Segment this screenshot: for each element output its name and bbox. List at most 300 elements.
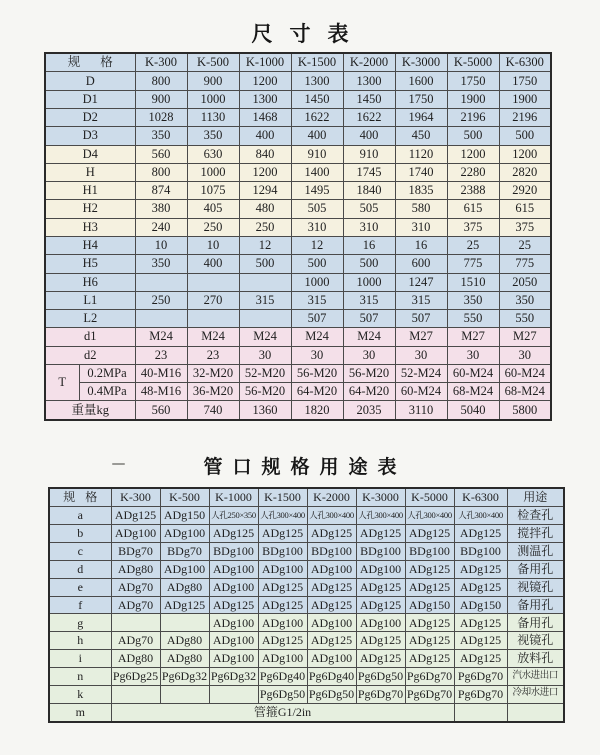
value-cell: ADg100 (209, 614, 258, 632)
value-cell: ADg125 (405, 650, 454, 668)
value-cell: 1000 (291, 273, 343, 291)
value-cell: M24 (135, 328, 187, 346)
value-cell: 5800 (499, 401, 551, 420)
value-cell: 507 (291, 310, 343, 328)
value-cell: ADg125 (454, 614, 507, 632)
value-cell (135, 273, 187, 291)
value-cell: 1000 (187, 90, 239, 108)
value-cell: 900 (187, 72, 239, 90)
usage-cell: 检查孔 (507, 507, 564, 525)
value-cell: Pg6Dg40 (258, 668, 307, 686)
value-cell: 550 (447, 310, 499, 328)
header-cell: K-6300 (499, 53, 551, 72)
value-cell: 30 (447, 346, 499, 364)
header-cell: K-1500 (291, 53, 343, 72)
value-cell: 350 (187, 127, 239, 145)
value-cell: 12 (239, 236, 291, 254)
pressure-label-cell: 0.4MPa (79, 383, 135, 401)
table2-header-row (49, 488, 564, 507)
value-cell: 人孔300×400 (356, 507, 405, 525)
row-label-cell: H2 (45, 200, 135, 218)
value-cell: 405 (187, 200, 239, 218)
value-cell: M24 (239, 328, 291, 346)
row-label-cell: D4 (45, 145, 135, 163)
value-cell: ADg125 (454, 650, 507, 668)
value-cell: 1400 (291, 163, 343, 181)
value-cell: BDg100 (307, 542, 356, 560)
value-cell: 1835 (395, 182, 447, 200)
value-cell: ADg100 (209, 578, 258, 596)
value-cell: ADg150 (160, 507, 209, 525)
value-cell: Pg6Dg70 (405, 685, 454, 703)
row-label-cell: e (49, 578, 111, 596)
value-cell: 16 (343, 236, 395, 254)
value-cell: ADg100 (356, 614, 405, 632)
value-cell: ADg125 (356, 632, 405, 650)
value-cell: 580 (395, 200, 447, 218)
usage-cell: 冷却水进口 (507, 685, 564, 703)
header-cell: K-1000 (209, 488, 258, 507)
value-cell: ADg70 (111, 578, 160, 596)
value-cell: 25 (447, 236, 499, 254)
value-cell: ADg125 (454, 578, 507, 596)
spec-header-cell: 规格 (45, 53, 135, 72)
value-cell: 400 (239, 127, 291, 145)
value-cell: 507 (395, 310, 447, 328)
value-cell: ADg125 (111, 507, 160, 525)
value-cell: 480 (239, 200, 291, 218)
value-cell: 270 (187, 291, 239, 309)
value-cell: 60-M24 (395, 383, 447, 401)
table-row (45, 236, 551, 254)
table-row (45, 145, 551, 163)
row-label-cell: h (49, 632, 111, 650)
row-label-cell: d2 (45, 346, 135, 364)
row-label-cell: H5 (45, 255, 135, 273)
value-cell: ADg70 (111, 596, 160, 614)
value-cell: ADg100 (307, 560, 356, 578)
value-cell: 800 (135, 163, 187, 181)
header-cell: K-6300 (454, 488, 507, 507)
value-cell: Pg6Dg40 (307, 668, 356, 686)
table-row (49, 560, 564, 578)
bolt-group-label-cell: T (45, 364, 79, 401)
value-cell: 507 (343, 310, 395, 328)
value-cell: 1900 (499, 90, 551, 108)
row-label-cell: d (49, 560, 111, 578)
value-cell (111, 685, 160, 703)
table1-header-row (45, 53, 551, 72)
value-cell: 12 (291, 236, 343, 254)
value-cell: 1450 (291, 90, 343, 108)
value-cell: ADg125 (258, 524, 307, 542)
value-cell: Pg6Dg50 (307, 685, 356, 703)
value-cell: 56-M20 (291, 364, 343, 382)
usage-cell: 备用孔 (507, 614, 564, 632)
row-label-cell: H6 (45, 273, 135, 291)
value-cell: ADg125 (258, 596, 307, 614)
value-cell: 1820 (291, 401, 343, 420)
value-cell: ADg100 (258, 560, 307, 578)
value-cell: 60-M24 (499, 364, 551, 382)
value-cell: 800 (135, 72, 187, 90)
dimension-table-body (45, 53, 551, 420)
value-cell: ADg125 (454, 632, 507, 650)
value-cell: ADg100 (111, 524, 160, 542)
row-label-cell: H4 (45, 236, 135, 254)
value-cell: 2196 (447, 108, 499, 126)
value-cell: 500 (291, 255, 343, 273)
value-cell: 350 (447, 291, 499, 309)
value-cell: 310 (291, 218, 343, 236)
value-cell: 1000 (343, 273, 395, 291)
table-row (45, 108, 551, 126)
usage-cell: 视镜孔 (507, 578, 564, 596)
value-cell: 560 (135, 145, 187, 163)
value-cell: 1300 (343, 72, 395, 90)
table-row (45, 163, 551, 181)
table-row (45, 72, 551, 90)
clamp-row (49, 703, 564, 722)
value-cell: 1510 (447, 273, 499, 291)
value-cell: ADg100 (258, 650, 307, 668)
value-cell: ADg100 (209, 632, 258, 650)
value-cell: 1360 (239, 401, 291, 420)
value-cell: ADg125 (209, 524, 258, 542)
value-cell: BDg70 (111, 542, 160, 560)
value-cell (454, 703, 507, 722)
value-cell: 310 (343, 218, 395, 236)
value-cell: 2035 (343, 401, 395, 420)
row-label-cell: m (49, 703, 111, 722)
value-cell: M27 (447, 328, 499, 346)
value-cell: 500 (447, 127, 499, 145)
value-cell: 500 (499, 127, 551, 145)
table-row (45, 346, 551, 364)
value-cell: Pg6Dg70 (454, 668, 507, 686)
value-cell: ADg125 (405, 578, 454, 596)
table-row (45, 218, 551, 236)
table-row (45, 310, 551, 328)
value-cell: 1300 (239, 90, 291, 108)
value-cell (111, 614, 160, 632)
table-row (49, 524, 564, 542)
table-row (45, 200, 551, 218)
table-row (45, 273, 551, 291)
row-label-cell: d1 (45, 328, 135, 346)
value-cell: ADg125 (405, 632, 454, 650)
value-cell: 2920 (499, 182, 551, 200)
value-cell: ADg125 (405, 560, 454, 578)
value-cell: ADg70 (111, 632, 160, 650)
value-cell: 1120 (395, 145, 447, 163)
value-cell: 1450 (343, 90, 395, 108)
dimension-table-title: 尺寸表 (251, 22, 366, 46)
value-cell (135, 310, 187, 328)
row-label-cell: a (49, 507, 111, 525)
row-label-cell: f (49, 596, 111, 614)
header-cell: K-3000 (356, 488, 405, 507)
row-label-cell: L2 (45, 310, 135, 328)
value-cell: 375 (447, 218, 499, 236)
value-cell: 1750 (447, 72, 499, 90)
value-cell: 740 (187, 401, 239, 420)
table-row (49, 614, 564, 632)
header-cell: K-500 (160, 488, 209, 507)
value-cell: 2050 (499, 273, 551, 291)
value-cell: 52-M24 (395, 364, 447, 382)
value-cell: M27 (499, 328, 551, 346)
value-cell: 900 (135, 90, 187, 108)
value-cell: ADg80 (111, 560, 160, 578)
row-label-cell: c (49, 542, 111, 560)
value-cell: 350 (135, 127, 187, 145)
value-cell: 500 (343, 255, 395, 273)
row-label-cell: D1 (45, 90, 135, 108)
value-cell: 68-M24 (499, 383, 551, 401)
table-row (49, 578, 564, 596)
value-cell: ADg100 (356, 560, 405, 578)
value-cell (187, 273, 239, 291)
value-cell: 250 (239, 218, 291, 236)
row-label-cell: L1 (45, 291, 135, 309)
usage-cell: 放料孔 (507, 650, 564, 668)
value-cell: 30 (499, 346, 551, 364)
value-cell: M24 (291, 328, 343, 346)
value-cell: ADg125 (307, 524, 356, 542)
value-cell: 505 (343, 200, 395, 218)
value-cell: 64-M20 (291, 383, 343, 401)
value-cell: 3110 (395, 401, 447, 420)
value-cell: 350 (135, 255, 187, 273)
table-row (49, 668, 564, 686)
value-cell: 人孔300×400 (258, 507, 307, 525)
value-cell: 315 (395, 291, 447, 309)
value-cell: 550 (499, 310, 551, 328)
value-cell: 560 (135, 401, 187, 420)
value-cell: ADg125 (356, 596, 405, 614)
value-cell: ADg125 (356, 578, 405, 596)
value-cell: ADg125 (356, 524, 405, 542)
value-cell: ADg125 (307, 632, 356, 650)
header-cell: K-300 (111, 488, 160, 507)
usage-cell: 视镜孔 (507, 632, 564, 650)
value-cell: 32-M20 (187, 364, 239, 382)
value-cell: ADg125 (454, 524, 507, 542)
value-cell: M24 (187, 328, 239, 346)
value-cell: 30 (395, 346, 447, 364)
value-cell: ADg125 (307, 596, 356, 614)
value-cell: 1300 (291, 72, 343, 90)
row-label-cell: H (45, 163, 135, 181)
value-cell: ADg125 (258, 632, 307, 650)
row-label-cell: H3 (45, 218, 135, 236)
dimension-table (44, 52, 552, 421)
value-cell: 500 (239, 255, 291, 273)
value-cell: ADg125 (405, 524, 454, 542)
header-cell: K-3000 (395, 53, 447, 72)
value-cell: 615 (499, 200, 551, 218)
value-cell: 2280 (447, 163, 499, 181)
value-cell: 56-M20 (343, 364, 395, 382)
value-cell: 1200 (499, 145, 551, 163)
value-cell: 1740 (395, 163, 447, 181)
value-cell: Pg6Dg50 (258, 685, 307, 703)
row-label-cell: H1 (45, 182, 135, 200)
value-cell: 315 (239, 291, 291, 309)
value-cell: ADg100 (258, 614, 307, 632)
value-cell: 400 (291, 127, 343, 145)
port-table (48, 487, 565, 723)
header-cell: K-1500 (258, 488, 307, 507)
value-cell: 874 (135, 182, 187, 200)
value-cell: ADg80 (160, 650, 209, 668)
value-cell: 10 (187, 236, 239, 254)
value-cell: 775 (499, 255, 551, 273)
usage-cell: 备用孔 (507, 596, 564, 614)
value-cell: 人孔250×350 (209, 507, 258, 525)
usage-cell (507, 703, 564, 722)
value-cell: 910 (291, 145, 343, 163)
value-cell: 240 (135, 218, 187, 236)
value-cell: BDg100 (209, 542, 258, 560)
value-cell: 1622 (291, 108, 343, 126)
pressure-row (45, 364, 551, 382)
value-cell: ADg125 (307, 578, 356, 596)
value-cell: 1600 (395, 72, 447, 90)
table-row (49, 685, 564, 703)
value-cell: 1622 (343, 108, 395, 126)
value-cell: M24 (343, 328, 395, 346)
value-cell: Pg6Dg70 (405, 668, 454, 686)
header-cell: K-5000 (405, 488, 454, 507)
value-cell: 68-M24 (447, 383, 499, 401)
value-cell: ADg80 (160, 578, 209, 596)
value-cell: 2196 (499, 108, 551, 126)
value-cell: 310 (395, 218, 447, 236)
value-cell: Pg6Dg50 (356, 668, 405, 686)
usage-cell: 测温孔 (507, 542, 564, 560)
port-table-body (49, 488, 564, 722)
value-cell: 2388 (447, 182, 499, 200)
value-cell: BDg100 (405, 542, 454, 560)
value-cell: ADg125 (160, 596, 209, 614)
value-cell: 1750 (395, 90, 447, 108)
value-cell: Pg6Dg32 (209, 668, 258, 686)
value-cell: 1745 (343, 163, 395, 181)
value-cell: ADg125 (209, 596, 258, 614)
weight-label-cell: 重量kg (45, 401, 135, 420)
value-cell: 1200 (239, 72, 291, 90)
table-row (45, 255, 551, 273)
row-label-cell: D3 (45, 127, 135, 145)
value-cell: Pg6Dg32 (160, 668, 209, 686)
table-row (45, 182, 551, 200)
value-cell: BDg100 (258, 542, 307, 560)
value-cell: BDg100 (356, 542, 405, 560)
usage-cell: 汽水进出口 (507, 668, 564, 686)
table-row (45, 328, 551, 346)
value-cell: 23 (135, 346, 187, 364)
header-cell: K-500 (187, 53, 239, 72)
header-cell: K-2000 (343, 53, 395, 72)
value-cell: 64-M20 (343, 383, 395, 401)
value-cell: 1294 (239, 182, 291, 200)
value-cell (160, 685, 209, 703)
value-cell: 2820 (499, 163, 551, 181)
value-cell: 1964 (395, 108, 447, 126)
value-cell: 350 (499, 291, 551, 309)
spec-header-cell: 规格 (49, 488, 111, 507)
pressure-row (45, 383, 551, 401)
value-cell: 人孔300×400 (454, 507, 507, 525)
value-cell (239, 310, 291, 328)
value-cell: ADg100 (160, 524, 209, 542)
value-cell: 1200 (239, 163, 291, 181)
value-cell (187, 310, 239, 328)
value-cell: ADg125 (454, 560, 507, 578)
value-cell: 5040 (447, 401, 499, 420)
value-cell: 250 (135, 291, 187, 309)
value-cell: ADg80 (160, 632, 209, 650)
value-cell: ADg100 (209, 650, 258, 668)
value-cell: 775 (447, 255, 499, 273)
value-cell: 16 (395, 236, 447, 254)
value-cell: 505 (291, 200, 343, 218)
value-cell: 1750 (499, 72, 551, 90)
value-cell: 1130 (187, 108, 239, 126)
value-cell: 人孔300×400 (405, 507, 454, 525)
value-cell: 1840 (343, 182, 395, 200)
value-cell: M27 (395, 328, 447, 346)
value-cell: ADg100 (307, 650, 356, 668)
value-cell: 23 (187, 346, 239, 364)
value-cell: ADg125 (405, 614, 454, 632)
value-cell: 52-M20 (239, 364, 291, 382)
value-cell: 1028 (135, 108, 187, 126)
value-cell: 1495 (291, 182, 343, 200)
value-cell: 450 (395, 127, 447, 145)
value-cell: 30 (239, 346, 291, 364)
value-cell: ADg150 (405, 596, 454, 614)
value-cell (239, 273, 291, 291)
value-cell: ADg125 (258, 578, 307, 596)
value-cell: ADg100 (160, 560, 209, 578)
table-row (49, 542, 564, 560)
header-cell: 用途 (507, 488, 564, 507)
value-cell: Pg6Dg70 (356, 685, 405, 703)
value-cell: BDg100 (454, 542, 507, 560)
value-cell: 630 (187, 145, 239, 163)
value-cell: 380 (135, 200, 187, 218)
usage-cell: 备用孔 (507, 560, 564, 578)
table-row (49, 596, 564, 614)
value-cell: 375 (499, 218, 551, 236)
header-cell: K-300 (135, 53, 187, 72)
value-cell: 840 (239, 145, 291, 163)
merged-clamp-cell: 管箍G1/2in (111, 703, 454, 722)
table-row (49, 650, 564, 668)
value-cell: 10 (135, 236, 187, 254)
value-cell: 1247 (395, 273, 447, 291)
value-cell: 60-M24 (447, 364, 499, 382)
value-cell: 1000 (187, 163, 239, 181)
table-row (45, 90, 551, 108)
value-cell: 56-M20 (239, 383, 291, 401)
value-cell (209, 685, 258, 703)
value-cell: 36-M20 (187, 383, 239, 401)
row-label-cell: b (49, 524, 111, 542)
